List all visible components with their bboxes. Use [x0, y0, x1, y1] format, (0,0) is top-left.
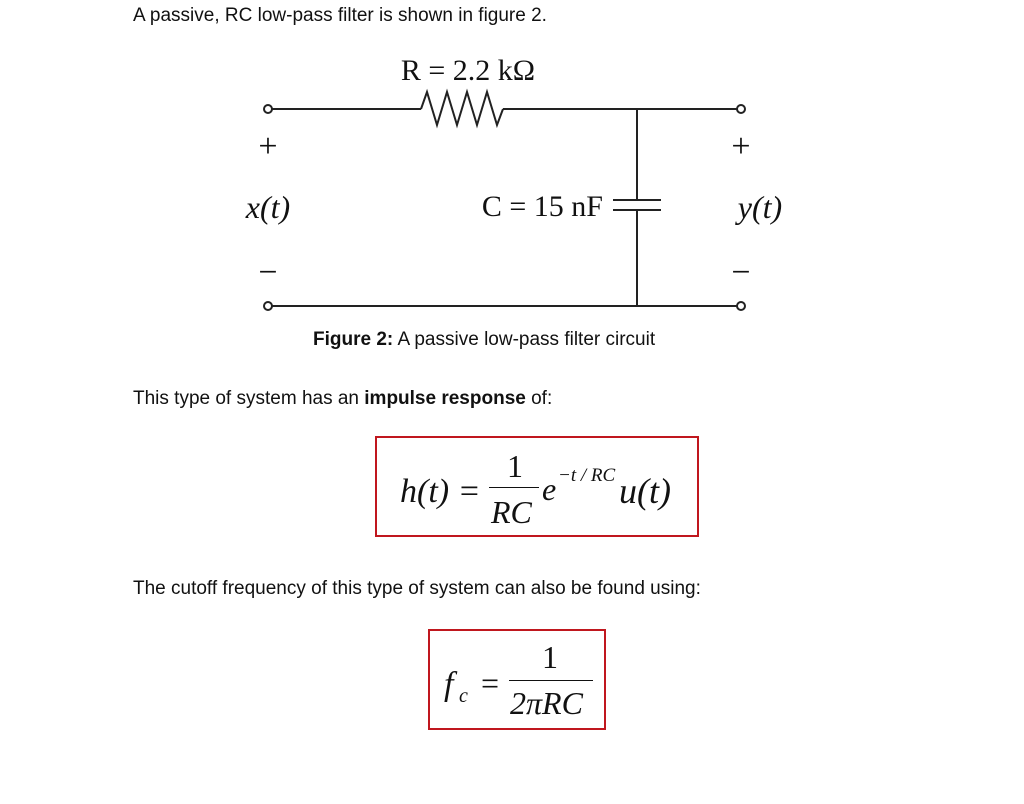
impulse-para-bold: impulse response: [364, 388, 526, 409]
impulse-equation-box: [375, 436, 699, 537]
resistor-symbol: [421, 92, 503, 125]
cutoff-lhs-f: f: [444, 666, 454, 703]
capacitor-label: C = 15 nF: [481, 190, 603, 223]
cutoff-fraction-bar: [509, 680, 593, 681]
cutoff-equals: =: [481, 665, 500, 701]
output-minus-sign: −: [731, 254, 751, 291]
cutoff-lhs-subscript: c: [459, 685, 468, 707]
impulse-numerator: 1: [507, 448, 523, 484]
impulse-para-after: of:: [525, 388, 553, 409]
output-plus-sign: +: [731, 128, 751, 165]
cutoff-denominator: 2πRC: [510, 685, 583, 721]
impulse-fraction-bar: [489, 487, 539, 488]
figure-caption: [313, 328, 655, 352]
input-plus-sign: +: [258, 128, 278, 165]
impulse-exp-power: −t / RC: [558, 465, 616, 486]
impulse-paragraph: [133, 387, 552, 411]
impulse-para-before: This type of system has an: [133, 388, 365, 409]
input-terminal-top: [264, 105, 272, 113]
intro-text: A passive, RC low-pass filter is shown in figure 2.: [133, 5, 547, 26]
cutoff-paragraph: The cutoff frequency of this type of system can also be found using:: [133, 578, 701, 599]
impulse-step-term: u(t): [619, 471, 671, 511]
input-label: x(t): [245, 189, 291, 225]
circuit-diagram: [0, 0, 1024, 330]
output-terminal-bottom: [737, 302, 745, 310]
output-terminal-top: [737, 105, 745, 113]
cutoff-numerator: 1: [542, 639, 558, 675]
cutoff-equation-box: [428, 629, 606, 730]
figure-caption-text: A passive low-pass filter circuit: [393, 329, 656, 350]
input-terminal-bottom: [264, 302, 272, 310]
impulse-denominator: RC: [491, 494, 532, 530]
resistor-label: R = 2.2 kΩ: [400, 54, 536, 87]
output-label: y(t): [737, 189, 783, 225]
impulse-lhs: h(t) =: [400, 473, 481, 510]
figure-caption-bold: Figure 2:: [313, 329, 394, 350]
impulse-exp-base: e: [542, 471, 557, 507]
input-minus-sign: −: [258, 254, 278, 291]
